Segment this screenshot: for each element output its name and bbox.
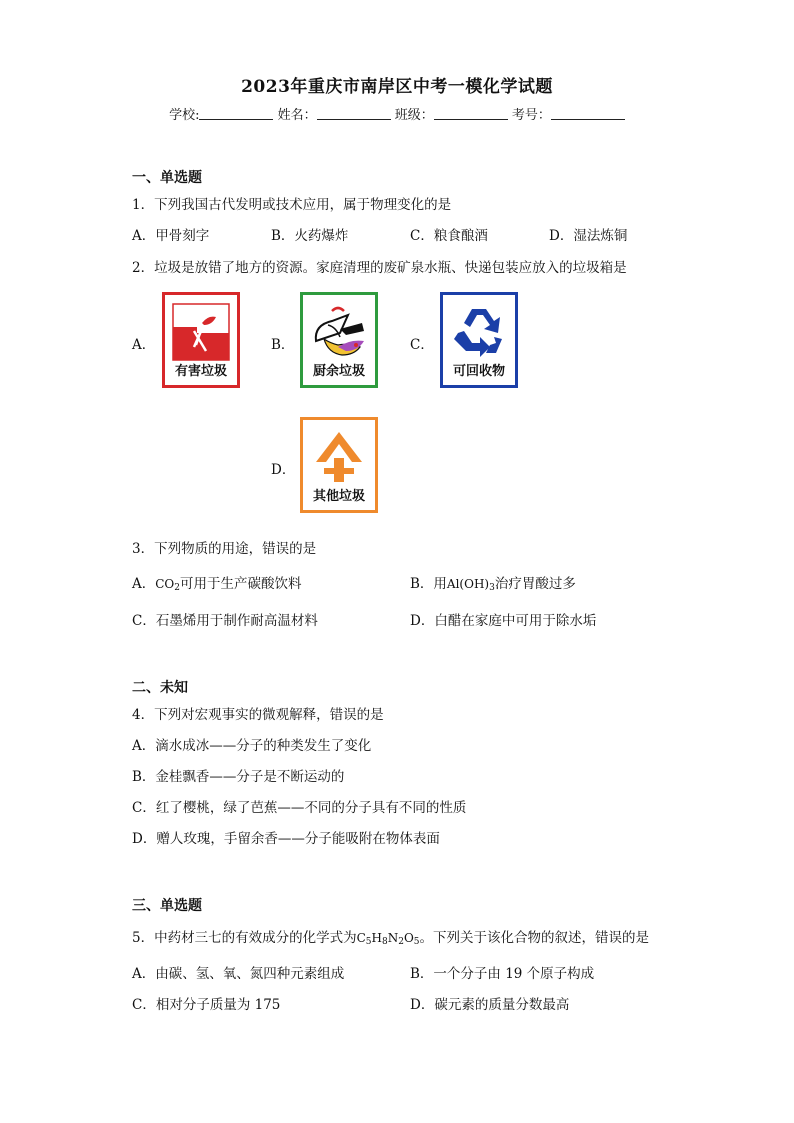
class-label: 班级： <box>394 108 434 123</box>
exam-no-label: 考号： <box>511 108 551 123</box>
formula-subscript: 2 <box>174 583 181 593</box>
option-text: 可用于生产碳酸饮料 <box>180 576 302 592</box>
q5-option-c[interactable]: C．相对分子质量为 175 <box>132 997 281 1013</box>
q2-option-d-label[interactable]: D． <box>271 462 296 478</box>
option-prefix: B．用 <box>410 576 447 592</box>
student-info-line <box>0 104 794 123</box>
formula-aloh3: Al(OH) <box>446 577 490 591</box>
q4-option-c[interactable]: C．红了樱桃，绿了芭蕉——不同的分子具有不同的性质 <box>132 800 467 816</box>
q2-option-b-label[interactable]: B． <box>271 337 295 353</box>
hazardous-waste-icon <box>172 303 230 361</box>
q5-stem <box>132 926 649 947</box>
q5-option-d[interactable]: D．碳元素的质量分数最高 <box>410 997 570 1013</box>
stem-text: 。下列关于该化合物的叙述，错误的是 <box>419 930 650 946</box>
stem-text: 5．中药材三七的有效成分的化学式为 <box>132 930 357 946</box>
q3-option-d[interactable]: D．白醋在家庭中可用于除水垢 <box>410 613 597 629</box>
class-blank[interactable] <box>434 107 508 120</box>
q4-option-a[interactable]: A．滴水成冰——分子的种类发生了变化 <box>132 738 372 754</box>
school-blank[interactable] <box>199 107 273 120</box>
name-label: 姓名： <box>277 108 317 123</box>
q4-option-b[interactable]: B．金桂飘香——分子是不断运动的 <box>132 769 345 785</box>
q1-option-a[interactable]: A．甲骨刻字 <box>132 228 210 244</box>
kitchen-waste-bin[interactable] <box>300 292 378 388</box>
section-heading-1: 一、单选题 <box>132 170 202 186</box>
recyclable-bin[interactable] <box>440 292 518 388</box>
other-waste-icon <box>310 428 368 486</box>
other-waste-bin[interactable] <box>300 417 378 513</box>
q1-option-c[interactable]: C．粮食酿酒 <box>410 228 488 244</box>
q1-stem: 1．下列我国古代发明或技术应用，属于物理变化的是 <box>132 197 452 213</box>
name-blank[interactable] <box>317 107 391 120</box>
section-heading-3: 三、单选题 <box>132 898 202 914</box>
formula-c5h8n2o5: $C_5H_8N_2O_5$ <box>356 931 420 947</box>
option-prefix: A． <box>132 576 156 592</box>
q4-option-d[interactable]: D．赠人玫瑰，手留余香——分子能吸附在物体表面 <box>132 831 440 847</box>
q3-option-a[interactable] <box>132 572 302 593</box>
q2-option-c-label[interactable]: C． <box>410 337 434 353</box>
formula-subscript: 3 <box>489 583 495 593</box>
recycle-icon <box>450 303 508 361</box>
school-label: 学校: <box>169 108 200 123</box>
bin-label: 其他垃圾 <box>312 489 365 504</box>
q3-option-c[interactable]: C．石墨烯用于制作耐高温材料 <box>132 613 318 629</box>
q5-option-b[interactable]: B．一个分子由 19 个原子构成 <box>410 966 595 982</box>
exam-no-blank[interactable] <box>551 107 625 120</box>
q1-option-b[interactable]: B．火药爆炸 <box>271 228 349 244</box>
kitchen-waste-icon <box>310 303 368 361</box>
q5-option-a[interactable]: A．由碳、氢、氧、氮四种元素组成 <box>132 966 345 982</box>
bin-label: 有害垃圾 <box>174 364 227 379</box>
q2-option-a-label[interactable]: A． <box>132 337 156 353</box>
hazardous-waste-bin[interactable] <box>162 292 240 388</box>
q3-option-b[interactable] <box>410 572 576 593</box>
page-title: 2023年重庆市南岸区中考一模化学试题 <box>241 77 553 97</box>
option-text: 治疗胃酸过多 <box>494 576 576 592</box>
section-heading-2: 二、未知 <box>132 680 188 696</box>
bin-label: 厨余垃圾 <box>312 364 365 379</box>
q2-stem: 2．垃圾是放错了地方的资源。家庭清理的废矿泉水瓶、快递包装应放入的垃圾箱是 <box>132 260 627 276</box>
q3-stem: 3．下列物质的用途，错误的是 <box>132 541 317 557</box>
q4-stem: 4．下列对宏观事实的微观解释，错误的是 <box>132 707 384 723</box>
q1-option-d[interactable]: D．湿法炼铜 <box>549 228 628 244</box>
formula-co2: CO <box>155 577 175 591</box>
bin-label: 可回收物 <box>452 364 505 379</box>
